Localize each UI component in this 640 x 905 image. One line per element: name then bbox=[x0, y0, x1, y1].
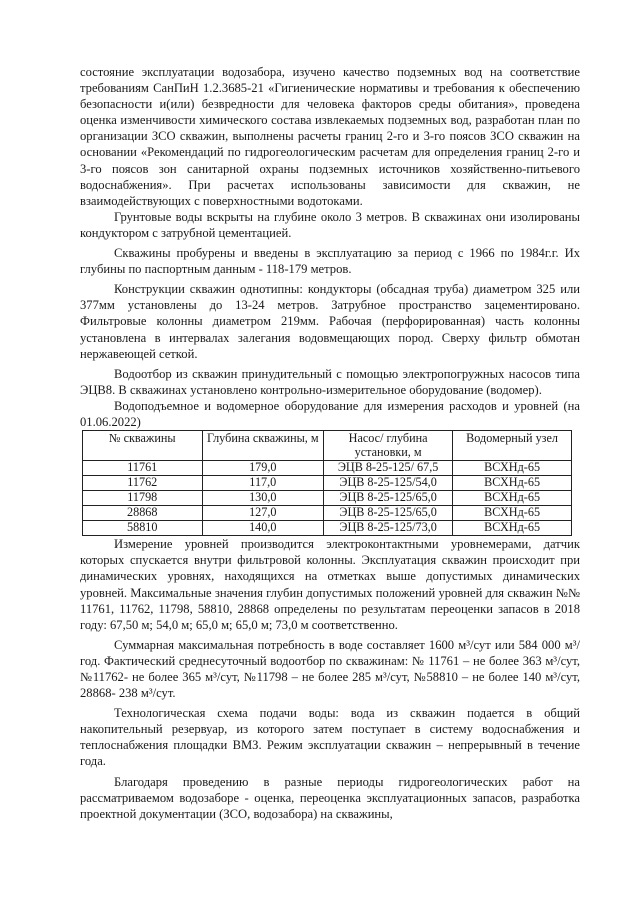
cell-well-number: 11798 bbox=[83, 491, 203, 506]
paragraph-conclusion: Благодаря проведению в разные периоды гидрогеологических работ на рассматриваемом водозаборе - оценка, переоценка эксплуатационных запасов, разработка проектной документации (ЗСО, водозабора) на скважины, bbox=[80, 774, 580, 821]
cell-well-depth: 117,0 bbox=[202, 476, 324, 491]
cell-well-depth: 130,0 bbox=[202, 491, 324, 506]
table-caption: Водоподъемное и водомерное оборудование для измерения расходов и уровней (на 01.06.2022) bbox=[80, 398, 580, 429]
table-row bbox=[83, 521, 572, 536]
cell-pump: ЭЦВ 8-25-125/65,0 bbox=[324, 506, 453, 521]
cell-pump: ЭЦВ 8-25-125/73,0 bbox=[324, 521, 453, 536]
cell-water-meter: ВСХНд-65 bbox=[453, 506, 572, 521]
paragraph-level-measurement: Измерение уровней производится электроконтактными уровнемерами, датчик которых спускается внутри фильтровой колонны. Эксплуатация скважин происходит при динамических уровнях, находящихся на отметках выше допустимых динамических уровней. Максимальные значения глубин допустимых положений уровней для скважин №№ 11761, 11762, 11798, 58810, 28868 определены по результатам переоценки запасов в 2018 году: 67,50 м; 54,0 м; 65,0 м; 65,0 м; 73,0 м соответственно. bbox=[80, 537, 580, 632]
paragraph-intro: состояние эксплуатации водозабора, изучено качество подземных вод на соответствие требованиям СанПиН 1.2.3685-21 «Гигиенические нормативы и требования к обеспечению безопасности и(или) безвредности для человека факторов среды обитания», проведена оценка изменчивости химического состава извлекаемых подземных вод, разработан план по организации ЗСО скважин, выполнены расчеты границ 2-го и 3-го поясов ЗСО скважин на основании «Рекомендаций по гидрогеологическим расчетам для определения границ 2-го и 3-го поясов зон санитарной охраны подземных источников хозяйственно-питьевого водоснабжения». При расчетах использованы зависимости для скважин, не взаимодействующих с поверхностными водотоками. bbox=[80, 65, 580, 208]
cell-water-meter: ВСХНд-65 bbox=[453, 461, 572, 476]
cell-well-depth: 127,0 bbox=[202, 506, 324, 521]
table-header-row bbox=[83, 431, 572, 461]
paragraph-tech-scheme: Технологическая схема подачи воды: вода из скважин подается в общий накопительный резервуар, из которого затем поступает в систему водоснабжения и теплоснабжения площадки ВМЗ. Режим эксплуатации скважин – непрерывный в течение года. bbox=[80, 706, 580, 769]
paragraph-groundwater: Грунтовые воды вскрыты на глубине около 3 метров. В скважинах они изолированы кондуктором с затрубной цементацией. bbox=[80, 209, 580, 240]
header-pump-depth: Насос/ глубина установки, м bbox=[324, 431, 453, 461]
paragraph-water-intake: Водоотбор из скважин принудительный с помощью электропогружных насосов типа ЭЦВ8. В скважинах установлено контрольно-измерительное оборудование (водомер). bbox=[80, 366, 580, 397]
cell-well-number: 28868 bbox=[83, 506, 203, 521]
cell-well-number: 11762 bbox=[83, 476, 203, 491]
paragraph-construction: Конструкции скважин однотипны: кондукторы (обсадная труба) диаметром 325 или 377мм установлены до 13-24 метров. Затрубное пространство зацементировано. Фильтровые колонны диаметром 219мм. Рабочая (перфорированная) часть колонны установлена в интервалах залегания водовмещающих пород. Сверху фильтр обмотан нержавеющей сеткой. bbox=[80, 282, 580, 361]
table-row bbox=[83, 506, 572, 521]
cell-pump: ЭЦВ 8-25-125/54,0 bbox=[324, 476, 453, 491]
cell-pump: ЭЦВ 8-25-125/65,0 bbox=[324, 491, 453, 506]
cell-water-meter: ВСХНд-65 bbox=[453, 491, 572, 506]
equipment-table bbox=[82, 430, 572, 536]
table-row bbox=[83, 476, 572, 491]
table-row bbox=[83, 491, 572, 506]
cell-pump: ЭЦВ 8-25-125/ 67,5 bbox=[324, 461, 453, 476]
cell-water-meter: ВСХНд-65 bbox=[453, 521, 572, 536]
cell-water-meter: ВСХНд-65 bbox=[453, 476, 572, 491]
paragraph-water-demand: Суммарная максимальная потребность в воде составляет 1600 м³/сут или 584 000 м³/год. Фактический среднесуточный водоотбор по скважинам: № 11761 – не более 363 м³/сут, №11762- не более 365 м³/сут, №11798 – не более 285 м³/сут, №58810 – не более 140 м³/сут, 28868- 238 м³/сут. bbox=[80, 637, 580, 701]
document-page bbox=[80, 64, 580, 822]
cell-well-depth: 179,0 bbox=[202, 461, 324, 476]
cell-well-number: 58810 bbox=[83, 521, 203, 536]
table-row bbox=[83, 461, 572, 476]
header-well-depth: Глубина скважины, м bbox=[202, 431, 324, 461]
header-well-number: № скважины bbox=[83, 431, 203, 461]
paragraph-drilling: Скважины пробурены и введены в эксплуатацию за период с 1966 по 1984г.г. Их глубины по паспортным данным - 118-179 метров. bbox=[80, 246, 580, 277]
cell-well-number: 11761 bbox=[83, 461, 203, 476]
cell-well-depth: 140,0 bbox=[202, 521, 324, 536]
header-water-meter: Водомерный узел bbox=[453, 431, 572, 461]
